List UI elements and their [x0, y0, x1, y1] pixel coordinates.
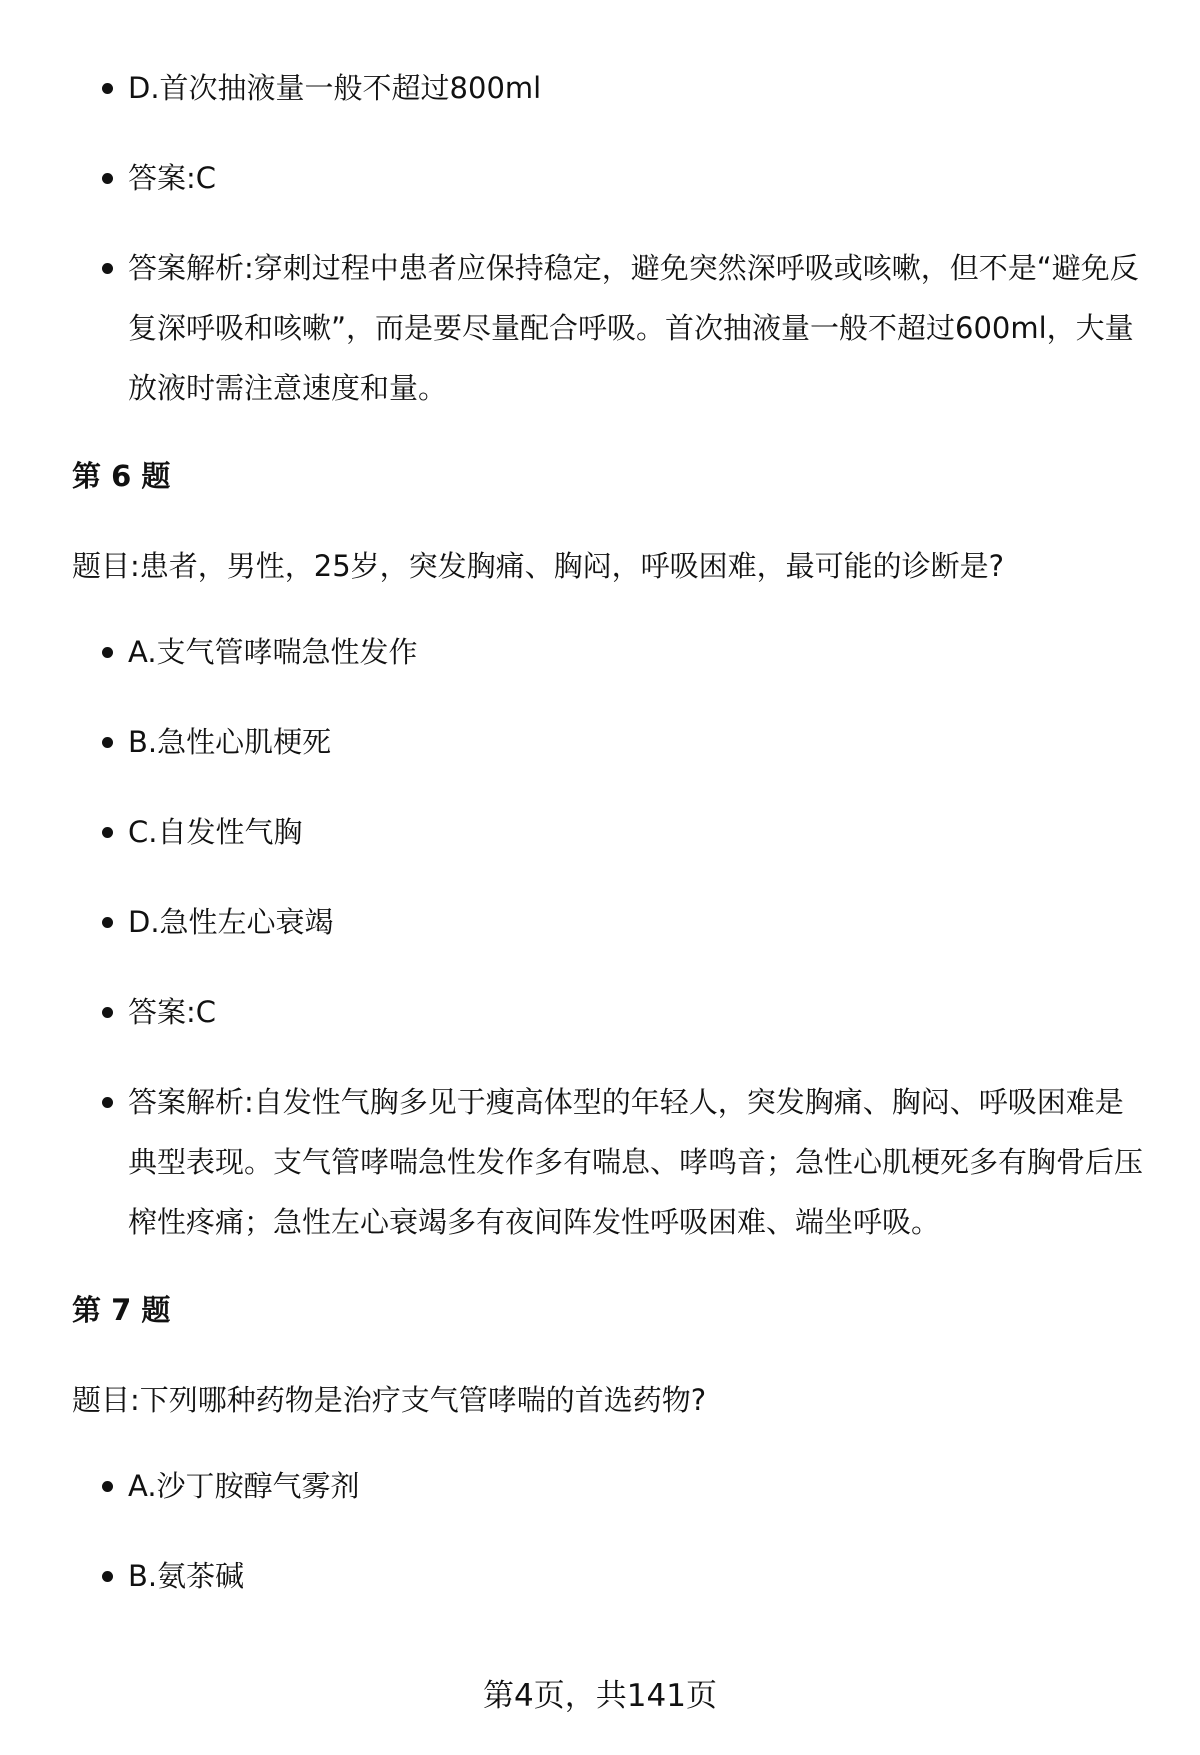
option-a: A.支气管哮喘急性发作 [128, 622, 1148, 682]
question-7-stem: 题目:下列哪种药物是治疗支气管哮喘的首选药物? [72, 1383, 707, 1417]
answer-explanation: 答案解析:自发性气胸多见于瘦高体型的年轻人，突发胸痛、胸闷、呼吸困难是典型表现。支气管哮喘急性发作多有喘息、哮鸣音；急性心肌梗死多有胸骨后压榨性疼痛；急性左心衰竭多有夜间阵发性呼吸困难、端坐呼吸。 [128, 1072, 1148, 1252]
question-6-title: 第 6 题 [72, 459, 171, 493]
answer: 答案:C [128, 982, 1148, 1042]
question-7-title: 第 7 题 [72, 1293, 171, 1327]
option-d: D.首次抽液量一般不超过800ml [128, 58, 1148, 118]
question-6-stem: 题目:患者，男性，25岁，突发胸痛、胸闷，呼吸困难，最可能的诊断是? [72, 549, 1005, 583]
answer-explanation: 答案解析:穿刺过程中患者应保持稳定，避免突然深呼吸或咳嗽，但不是“避免反复深呼吸和咳嗽”，而是要尽量配合呼吸。首次抽液量一般不超过600ml，大量放液时需注意速度和量。 [128, 238, 1148, 418]
option-b: B.急性心肌梗死 [128, 712, 1148, 772]
option-a: A.沙丁胺醇气雾剂 [128, 1456, 1148, 1516]
page-number: 第4页，共141页 [483, 1678, 717, 1714]
option-c: C.自发性气胸 [128, 802, 1148, 862]
option-d: D.急性左心衰竭 [128, 892, 1148, 952]
option-b: B.氨茶碱 [128, 1546, 1148, 1606]
answer: 答案:C [128, 148, 1148, 208]
